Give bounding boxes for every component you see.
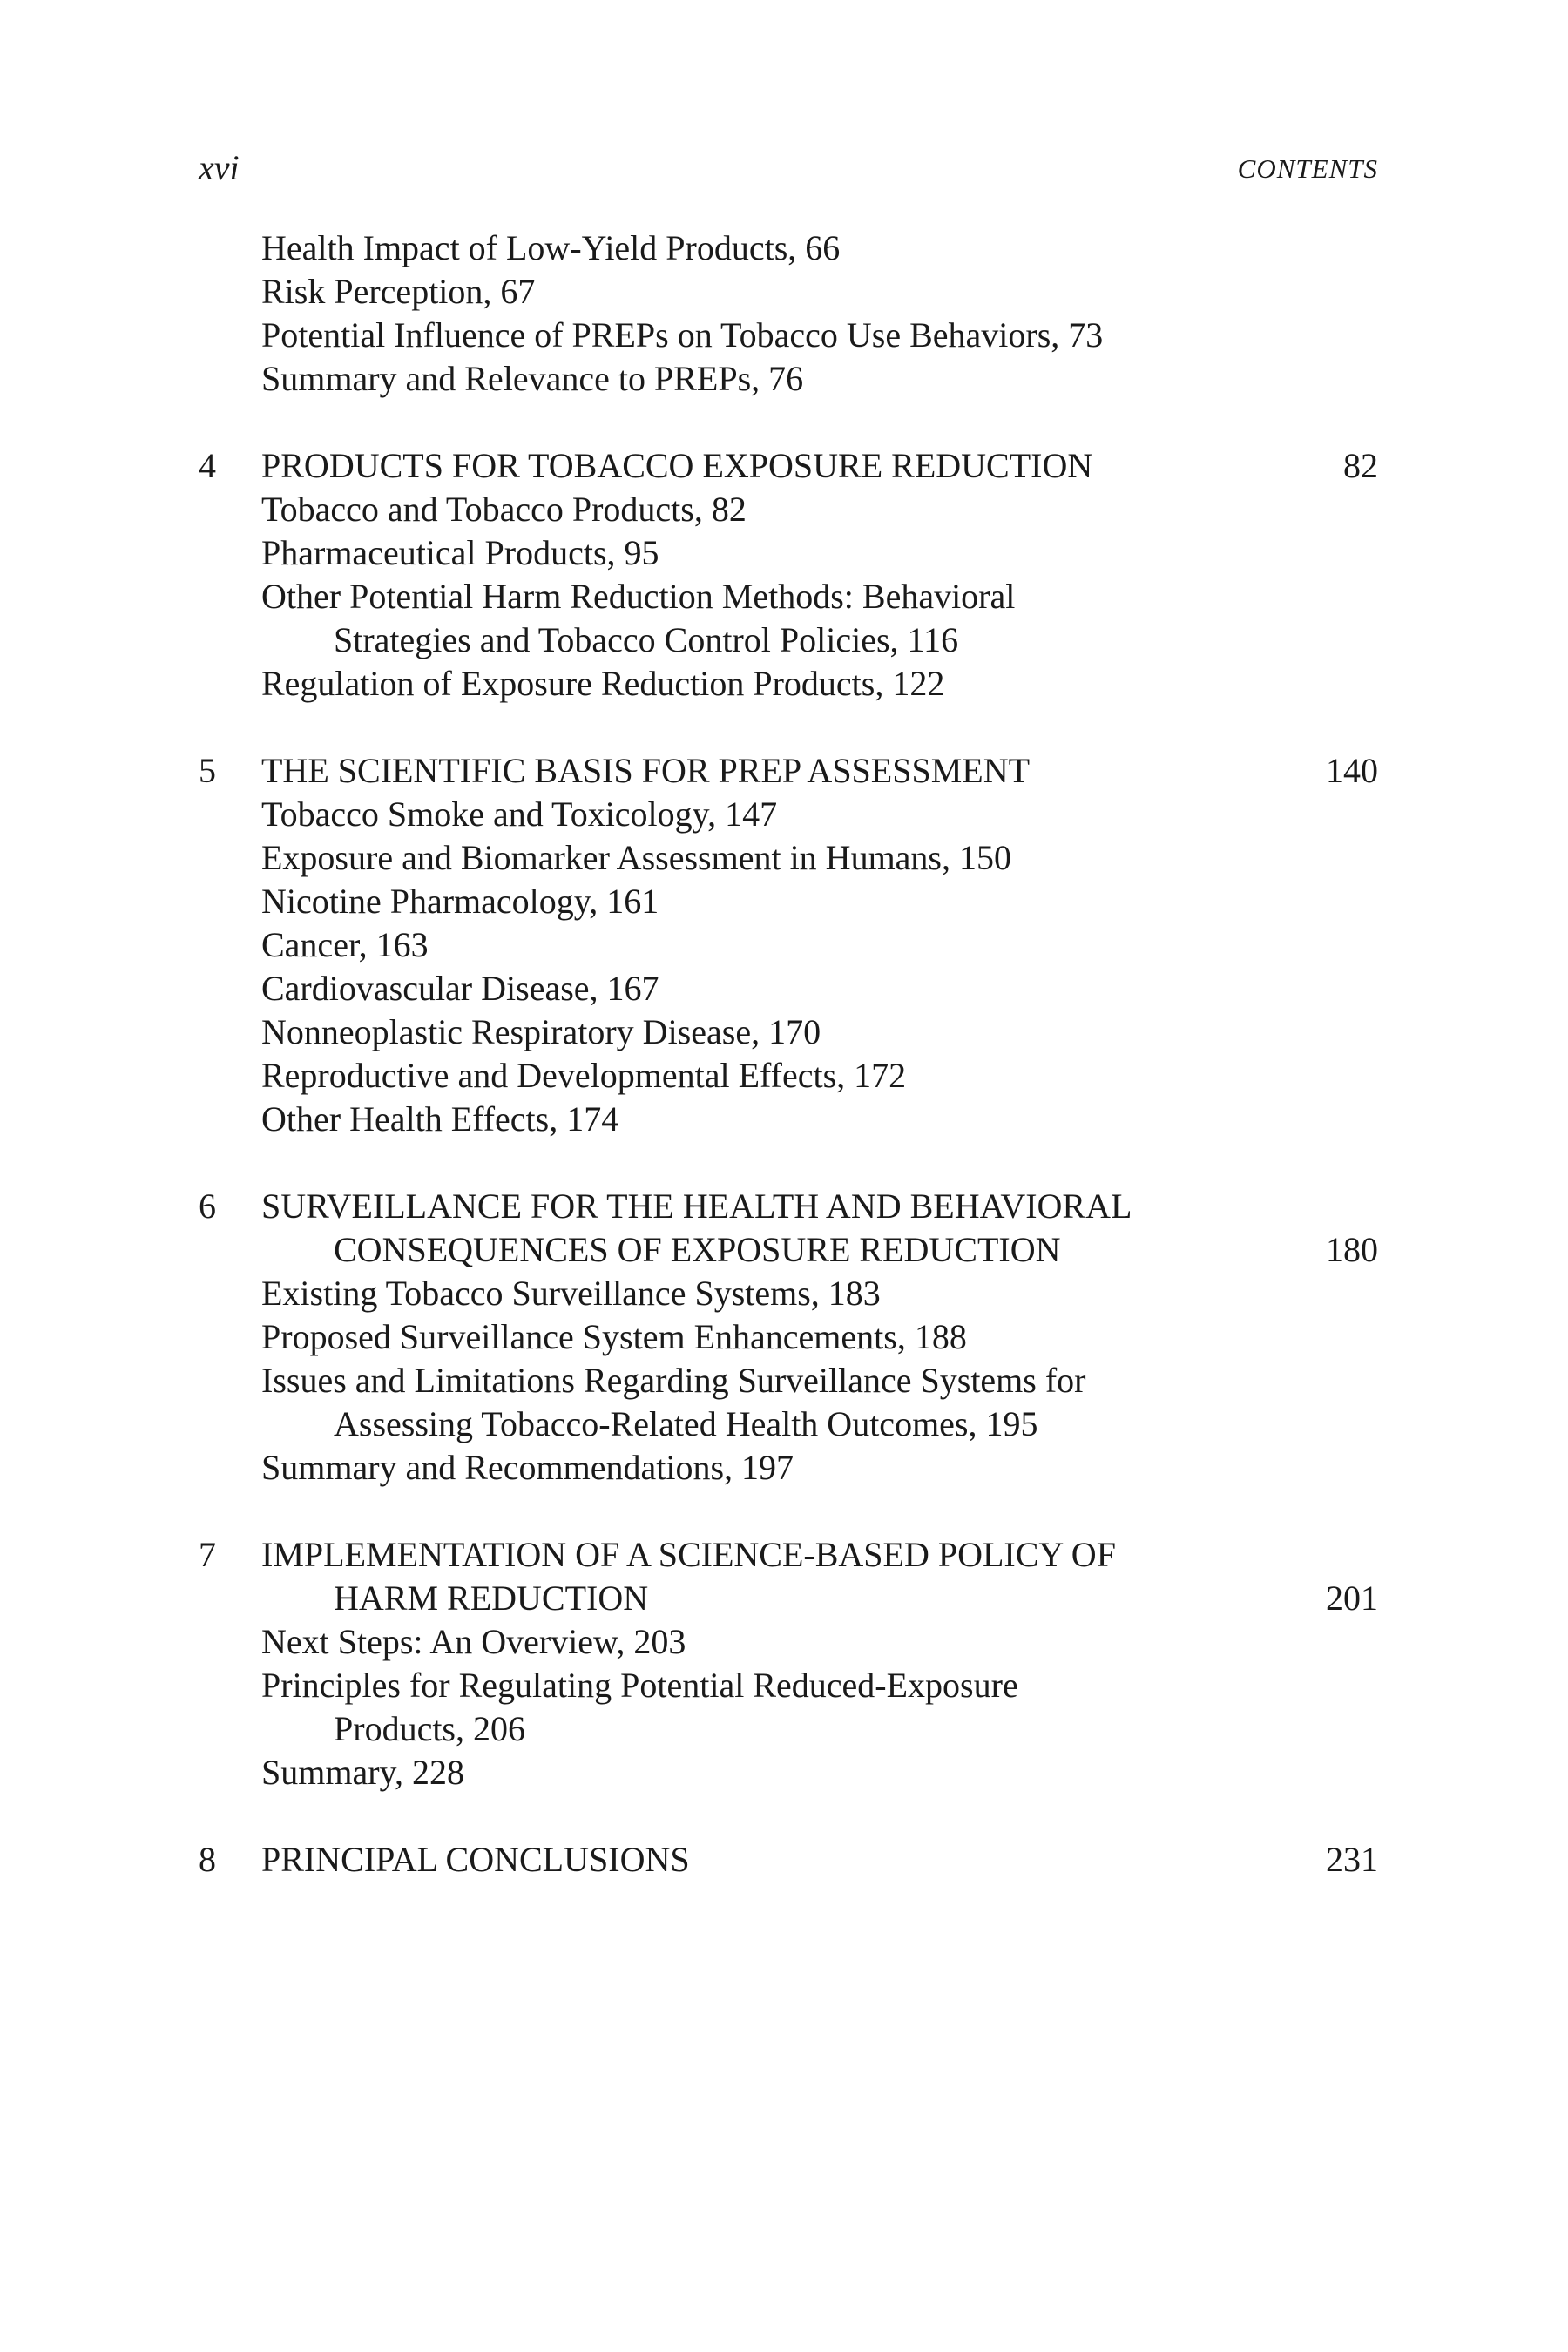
toc-section-line[interactable]: Summary, 228 [261, 1753, 464, 1792]
toc-section-line[interactable]: Other Health Effects, 174 [261, 1099, 619, 1139]
toc-chapter-7[interactable] [199, 1533, 1378, 1577]
toc-section-line[interactable]: Nicotine Pharmacology, 161 [261, 882, 659, 921]
toc-section-line[interactable]: Cancer, 163 [261, 925, 429, 964]
chapter-page: 82 [1343, 446, 1378, 485]
chapter-number: 6 [199, 1186, 216, 1226]
toc-section-line[interactable]: Other Potential Harm Reduction Methods: Behavioral [261, 577, 1016, 616]
page-number: xvi [199, 148, 240, 187]
toc-section-line[interactable]: Summary and Relevance to PREPs, 76 [261, 359, 804, 398]
chapter-page: 180 [1326, 1230, 1378, 1269]
spacer [199, 706, 1378, 749]
spacer [199, 401, 1378, 444]
chapter-number: 7 [199, 1535, 216, 1574]
toc-section-line[interactable]: Summary and Recommendations, 197 [261, 1448, 794, 1487]
chapter-number: 5 [199, 751, 216, 790]
toc-section-line[interactable]: Tobacco Smoke and Toxicology, 147 [261, 794, 778, 834]
toc-section-line[interactable]: Health Impact of Low-Yield Products, 66 [261, 228, 841, 267]
toc-section-line[interactable]: Proposed Surveillance System Enhancements, 188 [261, 1317, 967, 1356]
spacer [199, 1794, 1378, 1838]
chapter-title-continuation: HARM REDUCTION [334, 1578, 649, 1618]
chapter-page: 140 [1326, 751, 1378, 790]
chapter-page: 231 [1326, 1840, 1378, 1879]
toc-section-line[interactable]: Risk Perception, 67 [261, 272, 536, 311]
spacer [199, 1490, 1378, 1533]
toc-section-line[interactable]: Tobacco and Tobacco Products, 82 [261, 490, 747, 529]
chapter-page: 201 [1326, 1578, 1378, 1618]
toc-section-continuation[interactable]: Strategies and Tobacco Control Policies, 116 [334, 620, 959, 659]
toc-chapter-6-title-continuation[interactable] [199, 1228, 1378, 1272]
chapter-title: SURVEILLANCE FOR THE HEALTH AND BEHAVIORAL [261, 1186, 1132, 1226]
running-title: CONTENTS [1237, 153, 1378, 184]
toc-section-continuation[interactable]: Products, 206 [334, 1709, 525, 1748]
chapter-title: PRODUCTS FOR TOBACCO EXPOSURE REDUCTION [261, 446, 1093, 485]
chapter-title-continuation: CONSEQUENCES OF EXPOSURE REDUCTION [334, 1230, 1061, 1269]
toc-section-line[interactable]: Existing Tobacco Surveillance Systems, 183 [261, 1274, 881, 1313]
spacer [199, 1141, 1378, 1185]
toc-section-continuation[interactable]: Assessing Tobacco-Related Health Outcomes, 195 [334, 1404, 1038, 1443]
toc-chapter-8[interactable] [199, 1838, 1378, 1882]
chapter-number: 8 [199, 1840, 216, 1879]
toc-chapter-7-title-continuation[interactable] [199, 1577, 1378, 1620]
toc-section-line[interactable]: Next Steps: An Overview, 203 [261, 1622, 686, 1661]
toc-section-line[interactable]: Regulation of Exposure Reduction Products, 122 [261, 664, 945, 703]
running-head [199, 146, 1378, 190]
chapter-title: PRINCIPAL CONCLUSIONS [261, 1840, 690, 1879]
table-of-contents [199, 226, 1378, 1882]
toc-section-line[interactable]: Issues and Limitations Regarding Surveillance Systems for [261, 1361, 1086, 1400]
toc-section-line[interactable]: Cardiovascular Disease, 167 [261, 969, 659, 1008]
toc-section-line[interactable]: Potential Influence of PREPs on Tobacco Use Behaviors, 73 [261, 315, 1104, 355]
toc-section-line[interactable]: Reproductive and Developmental Effects, 172 [261, 1056, 907, 1095]
chapter-title: THE SCIENTIFIC BASIS FOR PREP ASSESSMENT [261, 751, 1031, 790]
toc-chapter-6[interactable] [199, 1185, 1378, 1228]
toc-section-line[interactable]: Principles for Regulating Potential Reduced-Exposure [261, 1666, 1018, 1705]
toc-section-line[interactable]: Exposure and Biomarker Assessment in Humans, 150 [261, 838, 1011, 877]
chapter-number: 4 [199, 446, 216, 485]
toc-chapter-5[interactable] [199, 749, 1378, 793]
toc-section-line[interactable]: Nonneoplastic Respiratory Disease, 170 [261, 1012, 821, 1051]
chapter-title: IMPLEMENTATION OF A SCIENCE-BASED POLICY OF [261, 1535, 1116, 1574]
toc-section-line[interactable]: Pharmaceutical Products, 95 [261, 533, 659, 572]
toc-chapter-4[interactable] [199, 444, 1378, 488]
